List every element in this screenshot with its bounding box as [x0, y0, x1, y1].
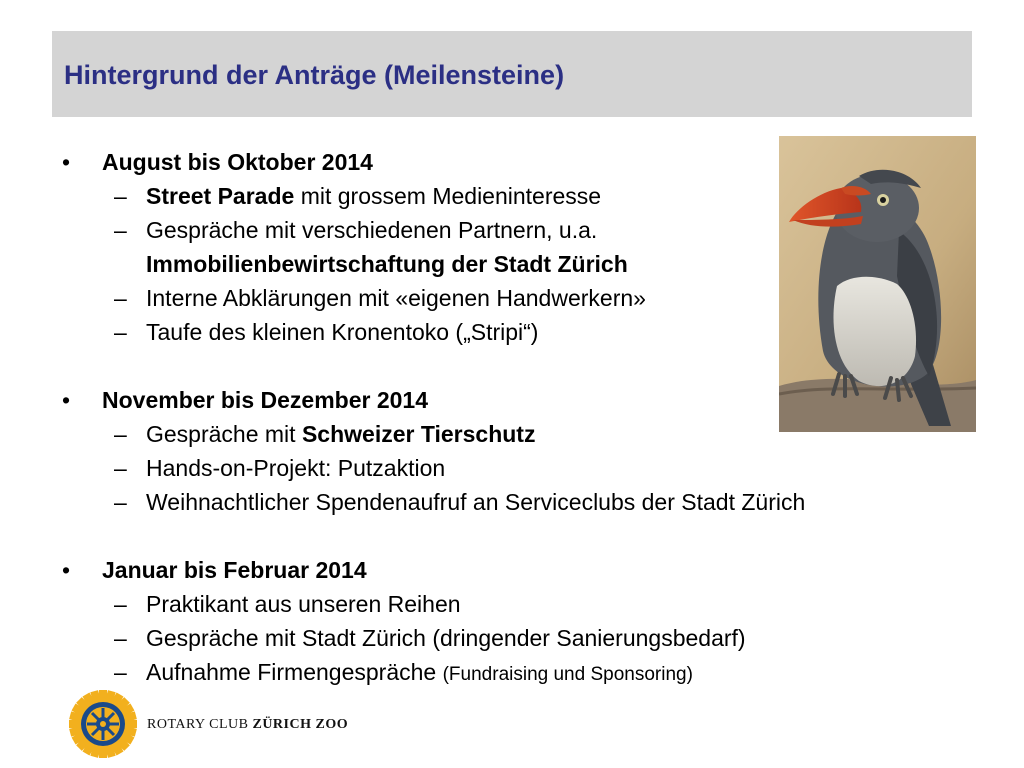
club-name — [147, 717, 348, 733]
item-small: (Fundraising und Sponsoring) — [442, 664, 693, 685]
dash-marker: – — [114, 489, 127, 515]
club-location: ZÜRICH ZOO — [252, 717, 349, 732]
section-heading-1: • August bis Oktober 2014 — [62, 145, 972, 179]
list-item — [62, 451, 972, 485]
hornbill-illustration — [779, 136, 976, 432]
item-text: Gespräche mit — [146, 421, 302, 447]
footer — [68, 688, 358, 760]
item-text: mit grossem Medieninteresse — [294, 183, 602, 209]
item-text: Hands-on-Projekt: Putzaktion — [146, 455, 446, 481]
list-item — [62, 587, 972, 621]
dash-marker: – — [114, 421, 127, 447]
item-bold: Street Parade — [146, 183, 295, 209]
item-text: Taufe des kleinen Kronentoko („Stripi“) — [146, 319, 539, 345]
slide-title: Hintergrund der Anträge (Meilensteine) — [64, 60, 565, 90]
dash-marker: – — [114, 591, 127, 617]
dash-marker: – — [114, 285, 127, 311]
hornbill-photo — [779, 136, 976, 432]
dash-marker: – — [114, 455, 127, 481]
spacer — [62, 519, 972, 553]
item-text: Praktikant aus unseren Reihen — [146, 591, 461, 617]
dash-marker: – — [114, 319, 127, 345]
item-text: Interne Abklärungen mit «eigenen Handwerkern» — [146, 285, 646, 311]
club-prefix: ROTARY CLUB — [147, 717, 253, 732]
logo-text-top: ROTARY — [92, 696, 114, 703]
section-heading-3: • Januar bis Februar 2014 — [62, 553, 972, 587]
item-text: Weihnachtlicher Spendenaufruf an Serviceclubs der Stadt Zürich — [146, 489, 806, 515]
dash-marker: – — [114, 217, 127, 243]
rotary-logo-icon — [68, 688, 138, 760]
item-text: Aufnahme Firmengespräche — [146, 659, 443, 685]
item-text: Gespräche mit verschiedenen Partnern, u.a. — [146, 217, 598, 243]
logo-text-bottom: INTERNATIONAL — [86, 747, 120, 752]
list-item — [62, 485, 972, 519]
list-item — [62, 621, 972, 655]
section-heading-2: • November bis Dezember 2014 — [62, 383, 972, 417]
dash-marker: – — [114, 625, 127, 651]
dash-marker: – — [114, 659, 127, 685]
list-item — [62, 655, 972, 689]
item-continuation: Immobilienbewirtschaftung der Stadt Zürich — [146, 251, 628, 277]
item-text: Gespräche mit Stadt Zürich (dringender Sanierungsbedarf) — [146, 625, 746, 651]
title-bar — [52, 31, 972, 117]
item-bold: Schweizer Tierschutz — [301, 421, 536, 447]
dash-marker: – — [114, 183, 127, 209]
